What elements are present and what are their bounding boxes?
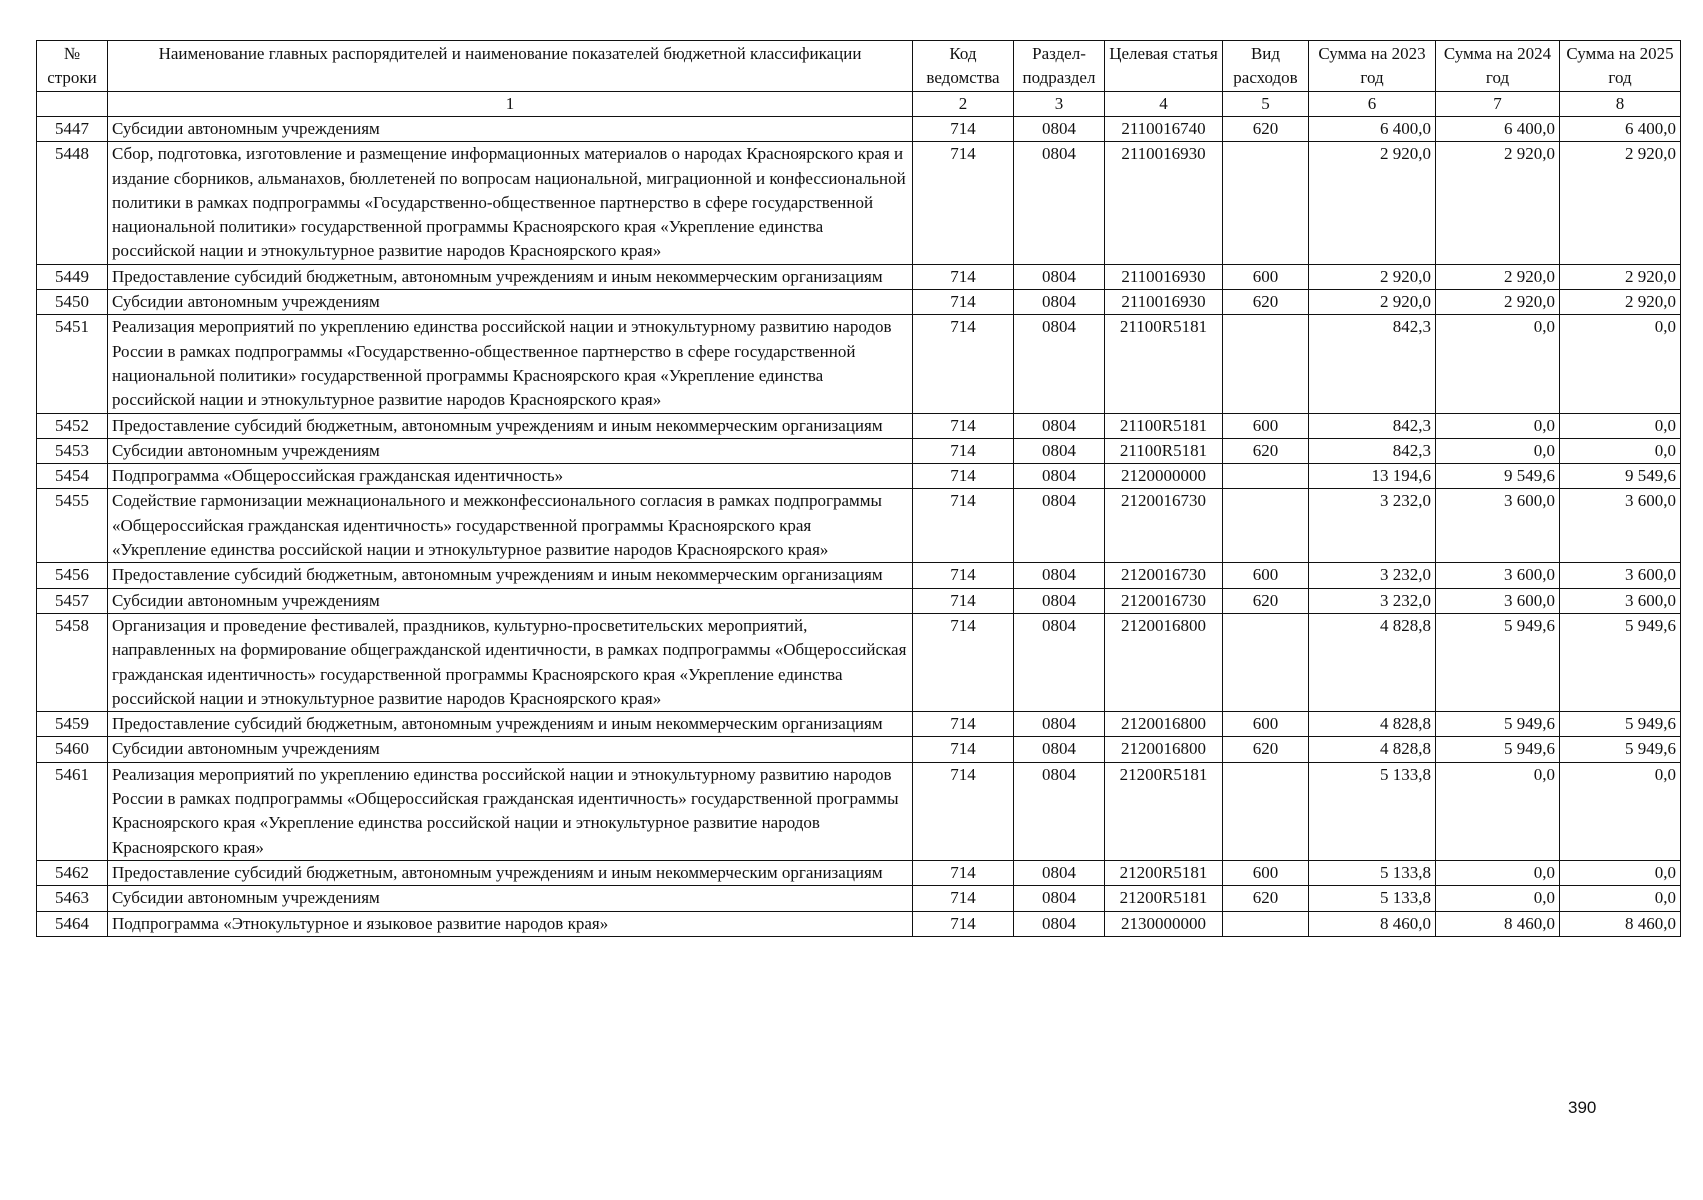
sum-2025-cell: 5 949,6 bbox=[1560, 613, 1681, 711]
sum-2025-cell: 0,0 bbox=[1560, 860, 1681, 885]
row-name-cell: Содействие гармонизации межнационального и межконфессионального согласия в рамках подпрограммы «Общероссийская гражданская идентичность» государственной программы Красноярского края «Укрепление единства российской нации и этнокультурное развитие народов Красноярского края» bbox=[108, 489, 913, 563]
department-code-cell: 714 bbox=[913, 860, 1014, 885]
target-article-cell: 2120000000 bbox=[1105, 464, 1223, 489]
row-number-cell: 5450 bbox=[37, 290, 108, 315]
target-article-cell: 21100R5181 bbox=[1105, 413, 1223, 438]
sum-2025-cell: 5 949,6 bbox=[1560, 737, 1681, 762]
table-row bbox=[37, 438, 1681, 463]
column-number: 7 bbox=[1436, 92, 1560, 117]
sum-2024-cell: 3 600,0 bbox=[1436, 588, 1560, 613]
row-number-cell: 5447 bbox=[37, 117, 108, 142]
table-row bbox=[37, 290, 1681, 315]
expense-type-cell: 620 bbox=[1223, 588, 1309, 613]
department-code-cell: 714 bbox=[913, 117, 1014, 142]
sum-2024-cell: 9 549,6 bbox=[1436, 464, 1560, 489]
sum-2025-cell: 0,0 bbox=[1560, 762, 1681, 860]
sum-2025-cell: 0,0 bbox=[1560, 413, 1681, 438]
expense-type-cell: 600 bbox=[1223, 712, 1309, 737]
section-cell: 0804 bbox=[1014, 464, 1105, 489]
row-number-cell: 5451 bbox=[37, 315, 108, 413]
section-cell: 0804 bbox=[1014, 737, 1105, 762]
sum-2025-cell: 0,0 bbox=[1560, 315, 1681, 413]
page-number: 390 bbox=[1568, 1098, 1597, 1117]
row-number-cell: 5456 bbox=[37, 563, 108, 588]
sum-2024-cell: 5 949,6 bbox=[1436, 737, 1560, 762]
row-name-cell: Сбор, подготовка, изготовление и размещение информационных материалов о народах Красноярского края и издание сборников, альманахов, бюллетеней по вопросам национальной, миграционной и конфессиональной политики в рамках подпрограммы «Государственно-общественное партнерство в сфере государственной национальной политики» государственной программы Красноярского края «Укрепление единства российской нации и этнокультурное развитие народов Красноярского края» bbox=[108, 142, 913, 264]
sum-2023-cell: 6 400,0 bbox=[1309, 117, 1436, 142]
target-article-cell: 2120016730 bbox=[1105, 489, 1223, 563]
department-code-cell: 714 bbox=[913, 264, 1014, 289]
column-number: 1 bbox=[108, 92, 913, 117]
sum-2025-cell: 3 600,0 bbox=[1560, 489, 1681, 563]
column-number: 6 bbox=[1309, 92, 1436, 117]
row-name-cell: Предоставление субсидий бюджетным, автономным учреждениям и иным некоммерческим организациям bbox=[108, 712, 913, 737]
section-cell: 0804 bbox=[1014, 413, 1105, 438]
sum-2023-cell: 842,3 bbox=[1309, 438, 1436, 463]
row-number-cell: 5461 bbox=[37, 762, 108, 860]
department-code-cell: 714 bbox=[913, 315, 1014, 413]
section-cell: 0804 bbox=[1014, 264, 1105, 289]
row-number-cell: 5463 bbox=[37, 886, 108, 911]
target-article-cell: 2110016930 bbox=[1105, 264, 1223, 289]
expense-type-cell bbox=[1223, 142, 1309, 264]
target-article-cell: 2110016930 bbox=[1105, 290, 1223, 315]
header-sum-2025: Сумма на 2025 год bbox=[1560, 41, 1681, 92]
expense-type-cell bbox=[1223, 911, 1309, 936]
expense-type-cell: 620 bbox=[1223, 438, 1309, 463]
section-cell: 0804 bbox=[1014, 886, 1105, 911]
expense-type-cell bbox=[1223, 613, 1309, 711]
sum-2023-cell: 2 920,0 bbox=[1309, 264, 1436, 289]
sum-2025-cell: 2 920,0 bbox=[1560, 142, 1681, 264]
column-number: 8 bbox=[1560, 92, 1681, 117]
department-code-cell: 714 bbox=[913, 762, 1014, 860]
table-row bbox=[37, 489, 1681, 563]
column-number: 2 bbox=[913, 92, 1014, 117]
target-article-cell: 2110016930 bbox=[1105, 142, 1223, 264]
sum-2023-cell: 842,3 bbox=[1309, 413, 1436, 438]
sum-2023-cell: 2 920,0 bbox=[1309, 290, 1436, 315]
row-number-cell: 5462 bbox=[37, 860, 108, 885]
row-name-cell: Подпрограмма «Этнокультурное и языковое развитие народов края» bbox=[108, 911, 913, 936]
sum-2025-cell: 2 920,0 bbox=[1560, 290, 1681, 315]
expense-type-cell: 600 bbox=[1223, 264, 1309, 289]
sum-2023-cell: 4 828,8 bbox=[1309, 737, 1436, 762]
department-code-cell: 714 bbox=[913, 588, 1014, 613]
row-number-cell: 5460 bbox=[37, 737, 108, 762]
sum-2023-cell: 4 828,8 bbox=[1309, 712, 1436, 737]
expense-type-cell bbox=[1223, 464, 1309, 489]
section-cell: 0804 bbox=[1014, 489, 1105, 563]
sum-2025-cell: 6 400,0 bbox=[1560, 117, 1681, 142]
table-row bbox=[37, 264, 1681, 289]
section-cell: 0804 bbox=[1014, 563, 1105, 588]
sum-2024-cell: 2 920,0 bbox=[1436, 264, 1560, 289]
target-article-cell: 21200R5181 bbox=[1105, 886, 1223, 911]
sum-2024-cell: 2 920,0 bbox=[1436, 142, 1560, 264]
section-cell: 0804 bbox=[1014, 911, 1105, 936]
table-row bbox=[37, 613, 1681, 711]
section-cell: 0804 bbox=[1014, 613, 1105, 711]
expense-type-cell: 620 bbox=[1223, 290, 1309, 315]
sum-2025-cell: 5 949,6 bbox=[1560, 712, 1681, 737]
target-article-cell: 2120016730 bbox=[1105, 588, 1223, 613]
target-article-cell: 2120016800 bbox=[1105, 712, 1223, 737]
row-name-cell: Организация и проведение фестивалей, праздников, культурно-просветительских мероприятий, направленных на формирование общегражданской идентичности, в рамках подпрограммы «Общероссийская гражданская идентичность» государственной программы Красноярского края «Укрепление единства российской нации и этнокультурное развитие народов Красноярского края» bbox=[108, 613, 913, 711]
expense-type-cell: 620 bbox=[1223, 737, 1309, 762]
row-name-cell: Субсидии автономным учреждениям bbox=[108, 886, 913, 911]
expense-type-cell bbox=[1223, 315, 1309, 413]
section-cell: 0804 bbox=[1014, 142, 1105, 264]
sum-2024-cell: 2 920,0 bbox=[1436, 290, 1560, 315]
department-code-cell: 714 bbox=[913, 438, 1014, 463]
header-expense-type: Вид расходов bbox=[1223, 41, 1309, 92]
row-name-cell: Субсидии автономным учреждениям bbox=[108, 737, 913, 762]
sum-2024-cell: 0,0 bbox=[1436, 886, 1560, 911]
row-name-cell: Подпрограмма «Общероссийская гражданская идентичность» bbox=[108, 464, 913, 489]
row-name-cell: Предоставление субсидий бюджетным, автономным учреждениям и иным некоммерческим организациям bbox=[108, 860, 913, 885]
row-name-cell: Предоставление субсидий бюджетным, автономным учреждениям и иным некоммерческим организациям bbox=[108, 264, 913, 289]
target-article-cell: 21200R5181 bbox=[1105, 860, 1223, 885]
table-row bbox=[37, 464, 1681, 489]
row-number-cell: 5458 bbox=[37, 613, 108, 711]
expense-type-cell: 620 bbox=[1223, 886, 1309, 911]
sum-2025-cell: 9 549,6 bbox=[1560, 464, 1681, 489]
department-code-cell: 714 bbox=[913, 911, 1014, 936]
sum-2024-cell: 3 600,0 bbox=[1436, 489, 1560, 563]
sum-2024-cell: 5 949,6 bbox=[1436, 613, 1560, 711]
section-cell: 0804 bbox=[1014, 588, 1105, 613]
target-article-cell: 2120016800 bbox=[1105, 613, 1223, 711]
sum-2023-cell: 13 194,6 bbox=[1309, 464, 1436, 489]
sum-2024-cell: 8 460,0 bbox=[1436, 911, 1560, 936]
row-name-cell: Предоставление субсидий бюджетным, автономным учреждениям и иным некоммерческим организациям bbox=[108, 413, 913, 438]
sum-2025-cell: 3 600,0 bbox=[1560, 563, 1681, 588]
column-number: 5 bbox=[1223, 92, 1309, 117]
section-cell: 0804 bbox=[1014, 438, 1105, 463]
target-article-cell: 2130000000 bbox=[1105, 911, 1223, 936]
row-number-cell: 5455 bbox=[37, 489, 108, 563]
department-code-cell: 714 bbox=[913, 290, 1014, 315]
table-row bbox=[37, 142, 1681, 264]
sum-2025-cell: 8 460,0 bbox=[1560, 911, 1681, 936]
table-row bbox=[37, 860, 1681, 885]
sum-2024-cell: 0,0 bbox=[1436, 762, 1560, 860]
table-row bbox=[37, 413, 1681, 438]
sum-2023-cell: 5 133,8 bbox=[1309, 886, 1436, 911]
row-number-cell: 5454 bbox=[37, 464, 108, 489]
expense-type-cell: 620 bbox=[1223, 117, 1309, 142]
sum-2023-cell: 5 133,8 bbox=[1309, 860, 1436, 885]
sum-2024-cell: 5 949,6 bbox=[1436, 712, 1560, 737]
sum-2023-cell: 3 232,0 bbox=[1309, 588, 1436, 613]
target-article-cell: 21100R5181 bbox=[1105, 438, 1223, 463]
table-row bbox=[37, 315, 1681, 413]
header-sum-2024: Сумма на 2024 год bbox=[1436, 41, 1560, 92]
row-name-cell: Субсидии автономным учреждениям bbox=[108, 588, 913, 613]
sum-2025-cell: 2 920,0 bbox=[1560, 264, 1681, 289]
row-name-cell: Субсидии автономным учреждениям bbox=[108, 290, 913, 315]
row-number-cell: 5448 bbox=[37, 142, 108, 264]
sum-2023-cell: 842,3 bbox=[1309, 315, 1436, 413]
section-cell: 0804 bbox=[1014, 315, 1105, 413]
row-number-cell: 5457 bbox=[37, 588, 108, 613]
table-row bbox=[37, 737, 1681, 762]
table-row bbox=[37, 911, 1681, 936]
row-number-cell: 5453 bbox=[37, 438, 108, 463]
target-article-cell: 21100R5181 bbox=[1105, 315, 1223, 413]
table-body bbox=[37, 117, 1681, 937]
column-number bbox=[37, 92, 108, 117]
table-row bbox=[37, 712, 1681, 737]
row-number-cell: 5452 bbox=[37, 413, 108, 438]
sum-2024-cell: 0,0 bbox=[1436, 413, 1560, 438]
column-number-row bbox=[37, 92, 1681, 117]
row-name-cell: Реализация мероприятий по укреплению единства российской нации и этнокультурному развитию народов России в рамках подпрограммы «Государственно-общественное партнерство в сфере государственной национальной политики» государственной программы Красноярского края «Укрепление единства российской нации и этнокультурное развитие народов Красноярского края» bbox=[108, 315, 913, 413]
section-cell: 0804 bbox=[1014, 860, 1105, 885]
section-cell: 0804 bbox=[1014, 762, 1105, 860]
department-code-cell: 714 bbox=[913, 413, 1014, 438]
sum-2025-cell: 3 600,0 bbox=[1560, 588, 1681, 613]
department-code-cell: 714 bbox=[913, 613, 1014, 711]
header-sum-2023: Сумма на 2023 год bbox=[1309, 41, 1436, 92]
row-name-cell: Субсидии автономным учреждениям bbox=[108, 438, 913, 463]
department-code-cell: 714 bbox=[913, 886, 1014, 911]
row-number-cell: 5449 bbox=[37, 264, 108, 289]
sum-2023-cell: 4 828,8 bbox=[1309, 613, 1436, 711]
sum-2023-cell: 8 460,0 bbox=[1309, 911, 1436, 936]
expense-type-cell: 600 bbox=[1223, 860, 1309, 885]
header-row-number: № строки bbox=[37, 41, 108, 92]
sum-2024-cell: 0,0 bbox=[1436, 860, 1560, 885]
department-code-cell: 714 bbox=[913, 563, 1014, 588]
section-cell: 0804 bbox=[1014, 290, 1105, 315]
budget-table bbox=[36, 40, 1681, 937]
table-row bbox=[37, 886, 1681, 911]
row-name-cell: Субсидии автономным учреждениям bbox=[108, 117, 913, 142]
table-row bbox=[37, 762, 1681, 860]
target-article-cell: 2120016730 bbox=[1105, 563, 1223, 588]
expense-type-cell: 600 bbox=[1223, 413, 1309, 438]
expense-type-cell: 600 bbox=[1223, 563, 1309, 588]
department-code-cell: 714 bbox=[913, 712, 1014, 737]
target-article-cell: 21200R5181 bbox=[1105, 762, 1223, 860]
sum-2024-cell: 0,0 bbox=[1436, 438, 1560, 463]
header-row bbox=[37, 41, 1681, 92]
table-row bbox=[37, 117, 1681, 142]
expense-type-cell bbox=[1223, 762, 1309, 860]
target-article-cell: 2110016740 bbox=[1105, 117, 1223, 142]
sum-2023-cell: 2 920,0 bbox=[1309, 142, 1436, 264]
column-number: 3 bbox=[1014, 92, 1105, 117]
target-article-cell: 2120016800 bbox=[1105, 737, 1223, 762]
row-name-cell: Реализация мероприятий по укреплению единства российской нации и этнокультурному развитию народов России в рамках подпрограммы «Общероссийская гражданская идентичность» государственной программы Красноярского края «Укрепление единства российской нации и этнокультурное развитие народов Красноярского края» bbox=[108, 762, 913, 860]
sum-2024-cell: 6 400,0 bbox=[1436, 117, 1560, 142]
department-code-cell: 714 bbox=[913, 489, 1014, 563]
sum-2025-cell: 0,0 bbox=[1560, 438, 1681, 463]
row-number-cell: 5459 bbox=[37, 712, 108, 737]
department-code-cell: 714 bbox=[913, 142, 1014, 264]
header-section: Раздел-подраздел bbox=[1014, 41, 1105, 92]
header-target-article: Целевая статья bbox=[1105, 41, 1223, 92]
header-department-code: Код ведомства bbox=[913, 41, 1014, 92]
sum-2024-cell: 0,0 bbox=[1436, 315, 1560, 413]
department-code-cell: 714 bbox=[913, 464, 1014, 489]
department-code-cell: 714 bbox=[913, 737, 1014, 762]
row-name-cell: Предоставление субсидий бюджетным, автономным учреждениям и иным некоммерческим организациям bbox=[108, 563, 913, 588]
section-cell: 0804 bbox=[1014, 117, 1105, 142]
expense-type-cell bbox=[1223, 489, 1309, 563]
sum-2024-cell: 3 600,0 bbox=[1436, 563, 1560, 588]
sum-2023-cell: 5 133,8 bbox=[1309, 762, 1436, 860]
header-name: Наименование главных распорядителей и наименование показателей бюджетной классификации bbox=[108, 41, 913, 92]
column-number: 4 bbox=[1105, 92, 1223, 117]
row-number-cell: 5464 bbox=[37, 911, 108, 936]
section-cell: 0804 bbox=[1014, 712, 1105, 737]
sum-2023-cell: 3 232,0 bbox=[1309, 489, 1436, 563]
sum-2025-cell: 0,0 bbox=[1560, 886, 1681, 911]
table-row bbox=[37, 563, 1681, 588]
sum-2023-cell: 3 232,0 bbox=[1309, 563, 1436, 588]
table-row bbox=[37, 588, 1681, 613]
